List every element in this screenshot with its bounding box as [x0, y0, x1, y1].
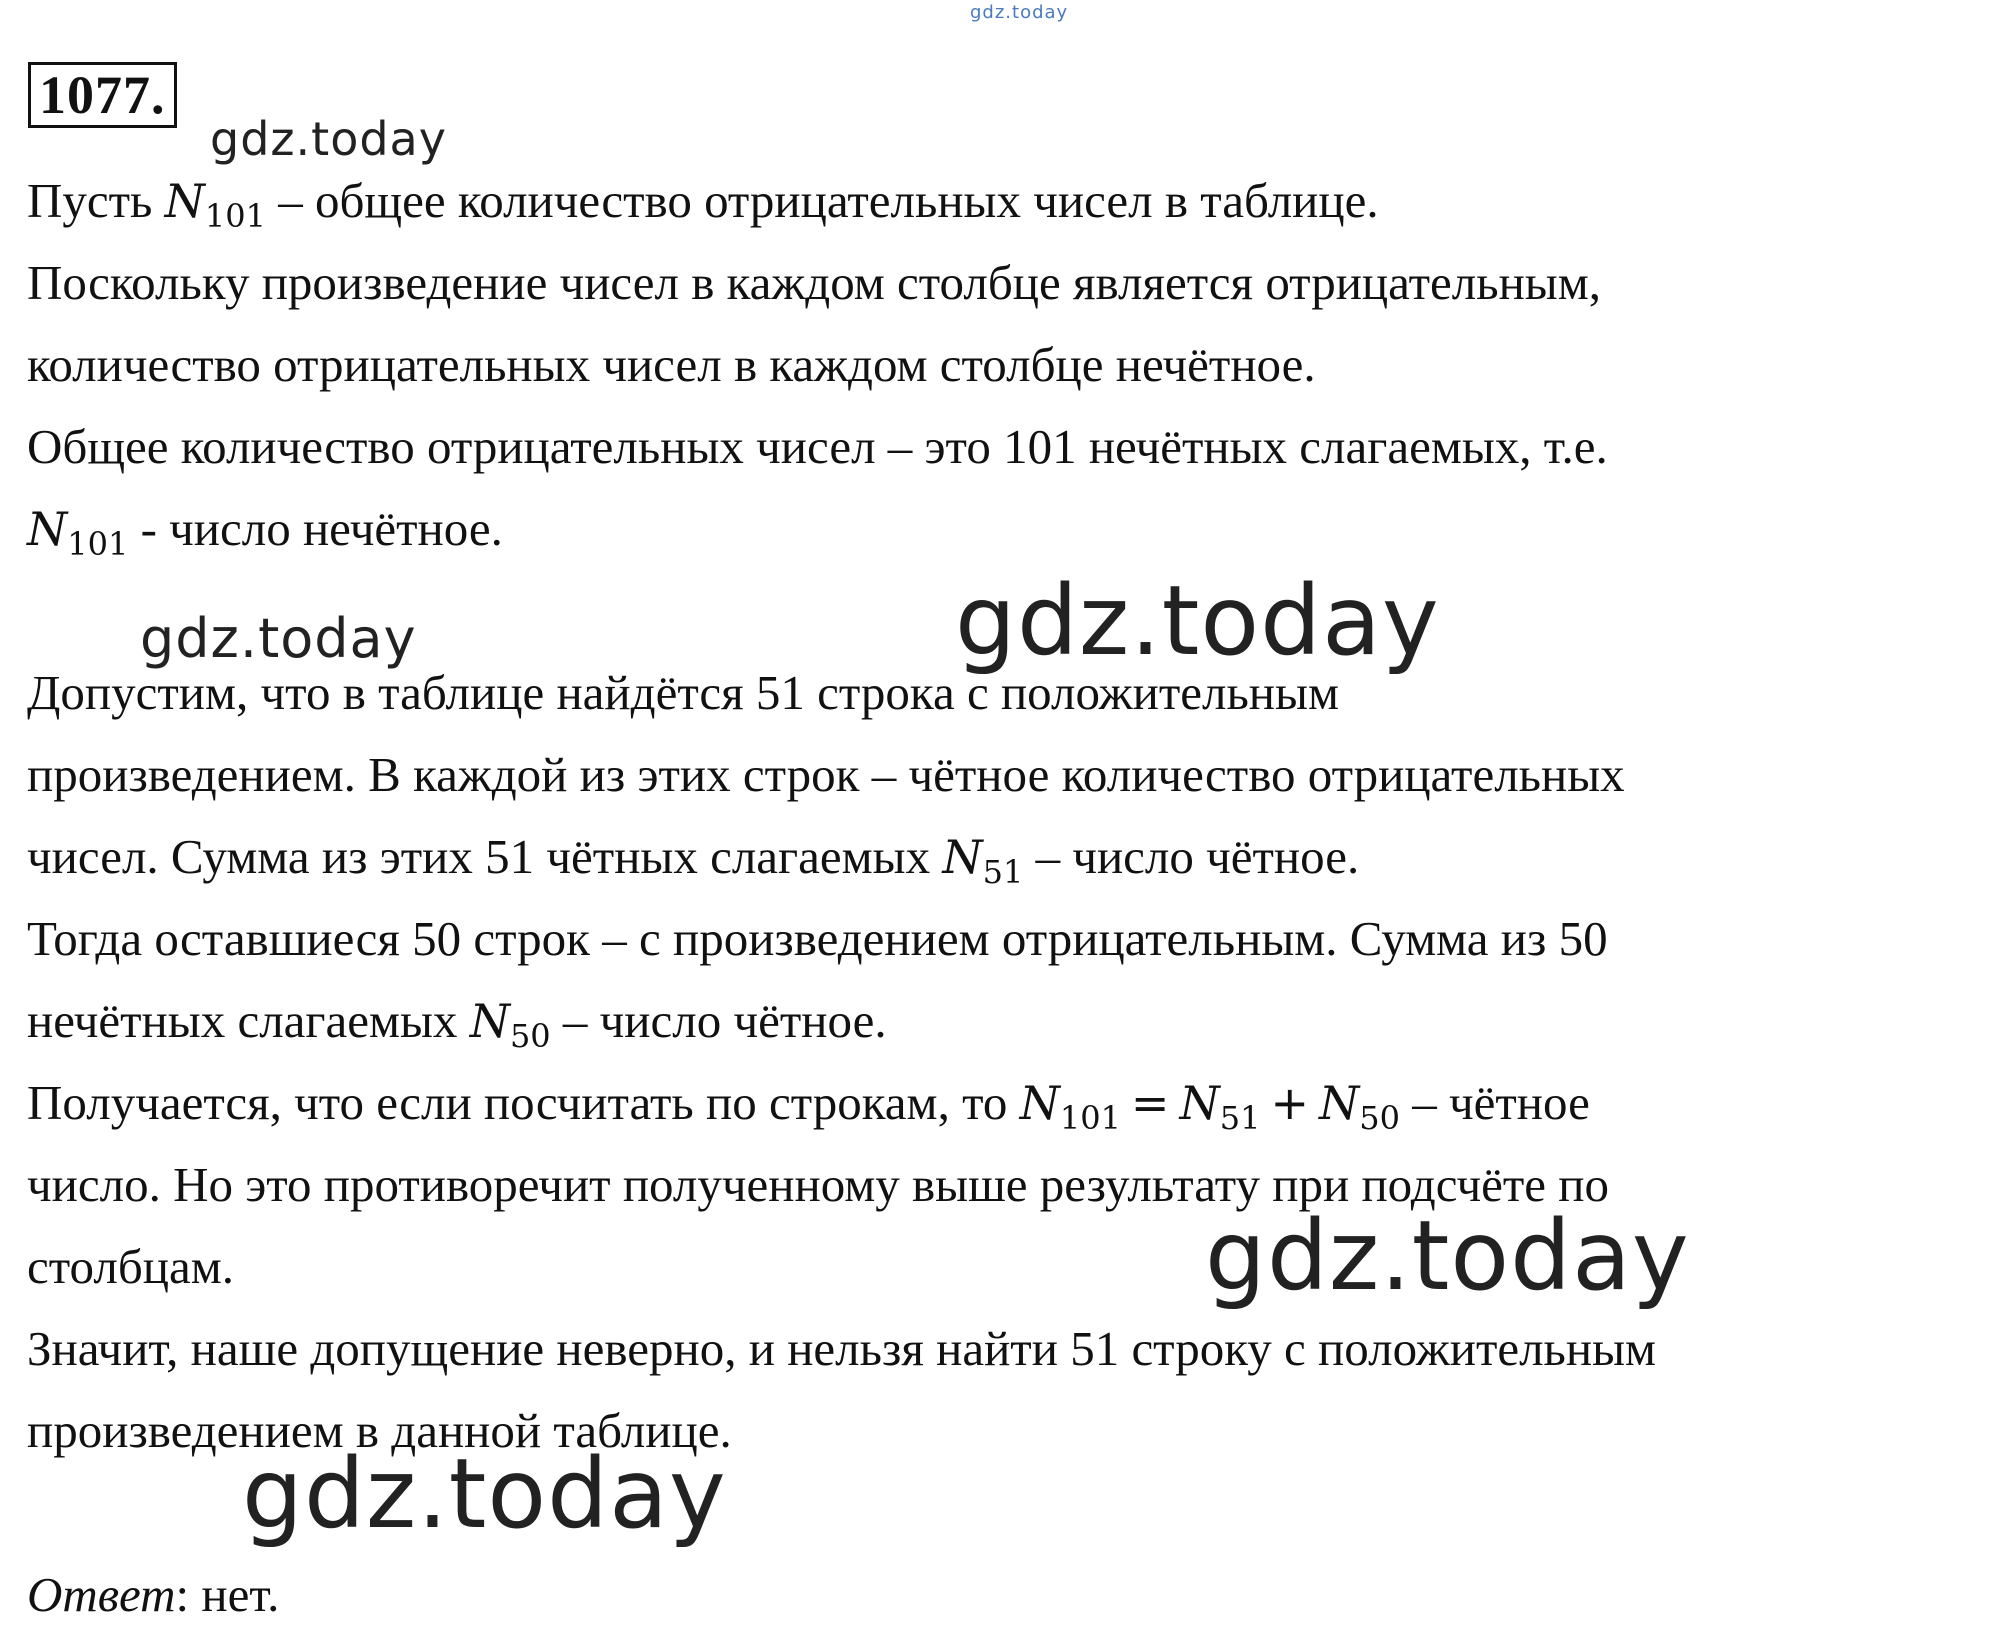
- math-n50: $N_{50}$: [1318, 1076, 1400, 1137]
- math-n51: $N_{51}$: [1179, 1076, 1261, 1137]
- text-line: число. Но это противоречит полученному выше результату при подсчёте по: [27, 1157, 1609, 1212]
- math-n101: $N_{101}$: [27, 502, 129, 563]
- text-line: Поскольку произведение чисел в каждом столбце является отрицательным,: [27, 255, 1601, 310]
- plus-sign: +: [1270, 1076, 1309, 1130]
- math-n50: $N_{50}$: [469, 994, 551, 1055]
- solution-text: [27, 160, 1987, 1636]
- text-line: Получается, что если посчитать по строкам, то $N_{101} = N_{51} + N_{50}$ – чётное: [27, 1075, 1590, 1137]
- watermark: gdz.today: [242, 1438, 727, 1550]
- answer-label: Ответ: [27, 1567, 176, 1622]
- watermark: gdz.today: [955, 565, 1440, 677]
- text-line: нечётных слагаемых $N_{50}$ – число чётное.: [27, 993, 887, 1055]
- text-line: Значит, наше допущение неверно, и нельзя найти 51 строку с положительным: [27, 1321, 1657, 1376]
- text-line: Пусть $N_{101}$ – общее количество отрицательных чисел в таблице.: [27, 173, 1379, 235]
- text-line: $N_{101}$ - число нечётное.: [27, 501, 503, 563]
- text-line: произведением. В каждой из этих строк – чётное количество отрицательных: [27, 747, 1625, 802]
- answer-line: Ответ: нет.: [27, 1567, 280, 1622]
- text-line: количество отрицательных чисел в каждом столбце нечётное.: [27, 337, 1316, 392]
- answer-value: нет.: [189, 1567, 280, 1622]
- math-n101: $N_{101}$: [164, 174, 266, 235]
- task-number: 1077.: [28, 62, 177, 128]
- text-line: Общее количество отрицательных чисел – это 101 нечётных слагаемых, т.е.: [27, 419, 1608, 474]
- text-line: Допустим, что в таблице найдётся 51 строка с положительным: [27, 665, 1339, 720]
- text-line: столбцам.: [27, 1239, 234, 1294]
- equals-sign: =: [1130, 1076, 1170, 1130]
- header-watermark: gdz.today: [970, 2, 1069, 23]
- watermark: gdz.today: [140, 607, 417, 670]
- math-n101: $N_{101}$: [1019, 1076, 1121, 1137]
- text-line: чисел. Сумма из этих 51 чётных слагаемых $N_{51}$ – число чётное.: [27, 829, 1360, 891]
- watermark: gdz.today: [1205, 1200, 1690, 1312]
- math-n51: $N_{51}$: [942, 830, 1024, 891]
- text-line: Тогда оставшиеся 50 строк – с произведением отрицательным. Сумма из 50: [27, 911, 1608, 966]
- watermark: gdz.today: [210, 112, 447, 166]
- text-line: произведением в данной таблице.: [27, 1403, 732, 1458]
